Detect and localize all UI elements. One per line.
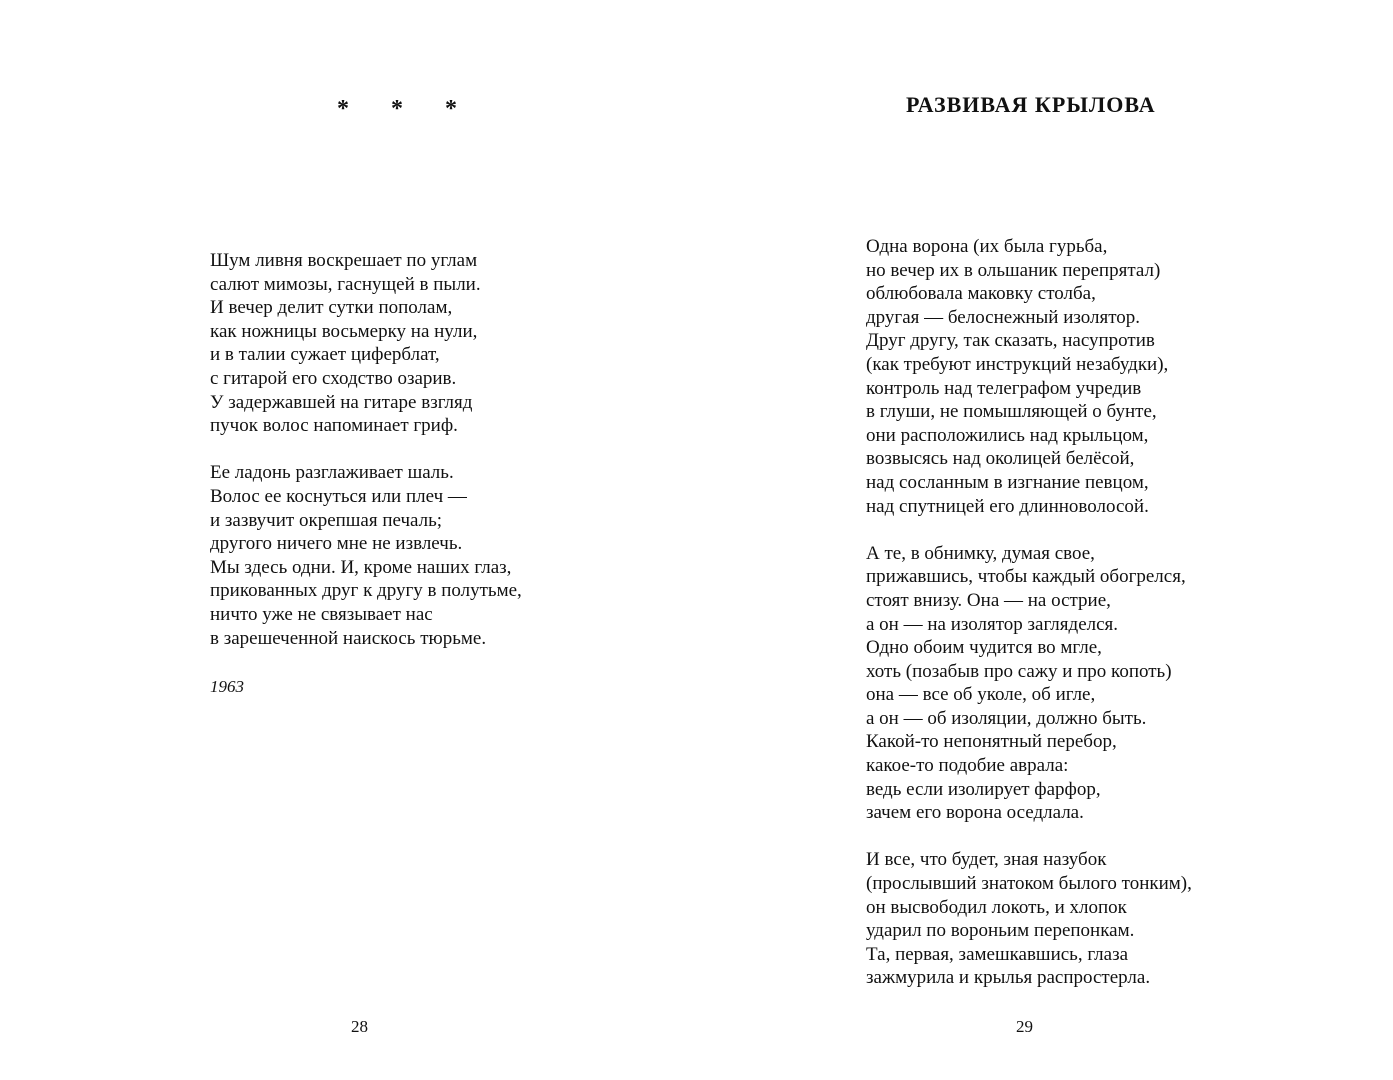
poem-line: над спутницей его длинноволосой. — [866, 495, 1149, 517]
poem-line: она — все об уколе, об игле, — [866, 684, 1096, 706]
poem-line: И все, что будет, зная назубок — [866, 849, 1107, 871]
poem-line: Та, первая, замешкавшись, глаза — [866, 943, 1129, 965]
poem-line: Волос ее коснуться или плеч — — [210, 485, 467, 507]
poem-title: РАЗВИВАЯ КРЫЛОВА — [906, 92, 1156, 117]
poem-line: У задержавшей на гитаре взгляд — [210, 391, 473, 413]
poem-line: А те, в обнимку, думая свое, — [866, 542, 1095, 564]
poem-line: зачем его ворона оседлала. — [866, 802, 1084, 824]
poem-line: возвысясь над околицей белёсой, — [866, 448, 1135, 470]
poem-line: И вечер делит сутки пополам, — [210, 297, 453, 319]
poem-line: другая — белоснежный изолятор. — [866, 306, 1141, 328]
poem-line: Друг другу, так сказать, насупротив — [866, 330, 1155, 352]
poem-line: они расположились над крыльцом, — [866, 424, 1149, 446]
poem-line: с гитарой его сходство озарив. — [210, 367, 457, 389]
poem-line: салют мимозы, гаснущей в пыли. — [210, 273, 481, 295]
section-divider-asterisks: * * * — [337, 96, 475, 122]
poem-line: в глуши, не помышляющей о бунте, — [866, 401, 1157, 423]
poem-line: другого ничего мне не извлечь. — [210, 533, 463, 555]
poem-line: Какой-то непонятный перебор, — [866, 731, 1117, 753]
stanza-gap — [866, 825, 1192, 849]
poem-line: (прослывший знатоком былого тонким), — [866, 873, 1192, 895]
poem-line: Мы здесь одни. И, кроме наших глаз, — [210, 556, 512, 578]
poem-text — [866, 235, 1192, 990]
poem-line: прикованных друг к другу в полутьме, — [210, 580, 522, 602]
poem-line: ничто уже не связывает нас — [210, 603, 433, 625]
poem-line: он высвободил локоть, и хлопок — [866, 896, 1127, 918]
poem-line: ударил по вороньим перепонкам. — [866, 920, 1135, 942]
poem-text — [210, 249, 522, 650]
poem-line: и зазвучит окрепшая печаль; — [210, 509, 443, 531]
poem-line: а он — на изолятор загляделся. — [866, 613, 1119, 635]
left-page — [0, 0, 696, 1080]
poem-line: а он — об изоляции, должно быть. — [866, 707, 1147, 729]
poem-line: стоят внизу. Она — на острие, — [866, 589, 1111, 611]
poem-line: облюбовала маковку столба, — [866, 283, 1096, 305]
poem-line: Ее ладонь разглаживает шаль. — [210, 462, 454, 484]
poem-line: прижавшись, чтобы каждый обогрелся, — [866, 566, 1186, 588]
poem-line: Шум ливня воскрешает по углам — [210, 250, 478, 271]
page-number: 29 — [1016, 1017, 1033, 1036]
page-number: 28 — [351, 1017, 368, 1036]
poem-line: как ножницы восьмерку на нули, — [210, 320, 478, 342]
poem-line: хоть (позабыв про сажу и про копоть) — [866, 660, 1172, 682]
poem-date: 1963 — [210, 677, 244, 696]
poem-line: Одно обоим чудится во мгле, — [866, 637, 1102, 659]
poem-line: над сосланным в изгнание певцом, — [866, 471, 1149, 493]
poem-line: (как требуют инструкций незабудки), — [866, 353, 1169, 375]
right-page — [696, 0, 1393, 1080]
stanza-gap — [210, 438, 522, 462]
poem-line: контроль над телеграфом учредив — [866, 377, 1142, 399]
poem-line: но вечер их в ольшаник перепрятал) — [866, 259, 1161, 281]
stanza-gap — [866, 518, 1192, 542]
poem-line: пучок волос напоминает гриф. — [210, 415, 458, 437]
poem-line: какое-то подобие аврала: — [866, 755, 1069, 777]
poem-line: ведь если изолирует фарфор, — [866, 778, 1101, 800]
poem-line: в зарешеченной наискось тюрьме. — [210, 627, 487, 649]
poem-line: Одна ворона (их была гурьба, — [866, 236, 1108, 257]
poem-line: и в талии сужает циферблат, — [210, 344, 440, 366]
poem-line: зажмурила и крылья распростерла. — [866, 967, 1151, 989]
